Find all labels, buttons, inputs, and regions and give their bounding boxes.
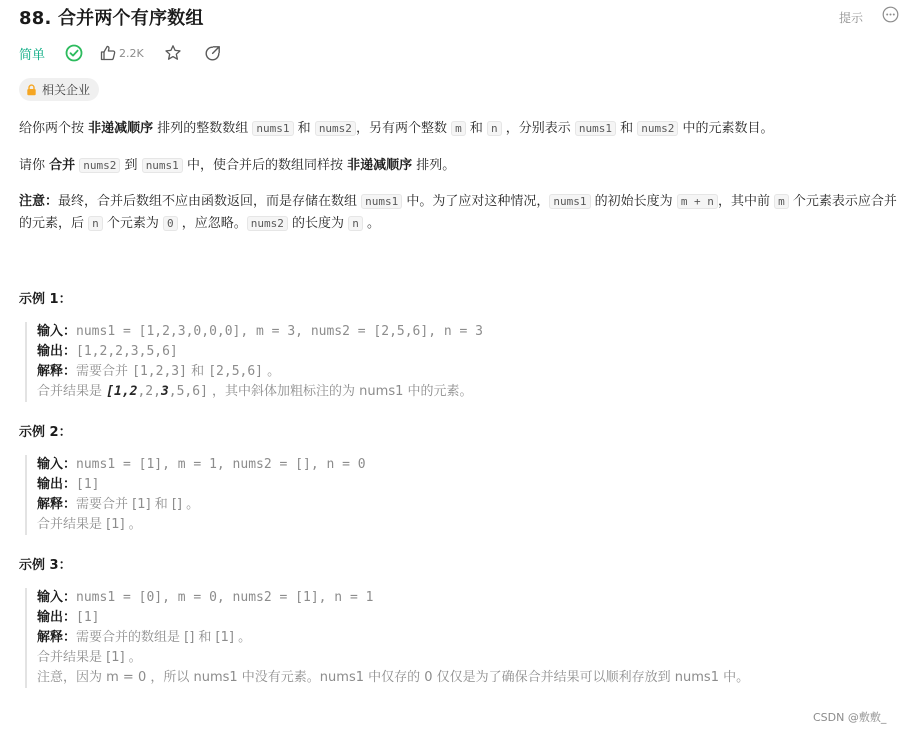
inline-code: m	[774, 194, 789, 209]
example-2-input: 输入：nums1 = [1], m = 1, nums2 = [], n = 0	[37, 457, 366, 472]
inline-code: n	[88, 216, 103, 231]
example-2-explanation: 解释：需要合并 [1] 和 [] 。	[37, 497, 200, 512]
inline-code: m + n	[677, 194, 718, 209]
share-icon[interactable]	[204, 45, 221, 62]
example-1-output: 输出：[1,2,2,3,5,6]	[37, 344, 178, 359]
example-1-result: 合并结果是 [1,2,2,3,5,6] ，其中斜体加粗标注的为 nums1 中的元素。	[37, 384, 473, 399]
inline-code: 0	[163, 216, 178, 231]
inline-code: nums1	[549, 194, 590, 209]
inline-code: nums1	[575, 121, 616, 136]
inline-code: n	[348, 216, 363, 231]
example-3-title: 示例 3：	[19, 558, 72, 573]
description-note-paragraph: 注意：最终，合并后数组不应由函数返回，而是存储在数组 nums1 中。为了应对这种情况， nums1 的初始长度为 m + n ，其中前 m 个元素表示应合并的元素，后 n 个元素为 0 ，应忽略。 nums2 的长度为 n 。	[19, 194, 897, 231]
example-3-output: 输出：[1]	[37, 610, 100, 625]
more-circle-icon[interactable]	[882, 6, 899, 23]
inline-code: nums1	[252, 121, 293, 136]
like-count: 2.2K	[119, 46, 144, 60]
example-1-block	[25, 322, 483, 402]
tag-label: 相关企业	[42, 83, 91, 97]
problem-meta-row	[19, 42, 221, 64]
description-paragraph-1: 给你两个按 非递减顺序 排列的整数数组 nums1 和 nums2 ，另有两个整数 m 和 n ，分别表示 nums1 和 nums2 中的元素数目。	[19, 121, 774, 136]
inline-code: nums2	[315, 121, 356, 136]
star-icon[interactable]	[164, 44, 182, 62]
inline-code: nums2	[247, 216, 288, 231]
hint-button[interactable]: 提示	[839, 11, 864, 25]
example-3-block	[25, 588, 749, 688]
inline-code: nums1	[361, 194, 402, 209]
example-2-block	[25, 455, 366, 535]
example-3-explanation: 解释：需要合并的数组是 [] 和 [1] 。	[37, 630, 252, 645]
problem-title: 88. 合并两个有序数组	[19, 8, 204, 29]
solved-check-icon	[65, 44, 83, 62]
description-paragraph-2: 请你 合并 nums2 到 nums1 中，使合并后的数组同样按 非递减顺序 排列。	[19, 158, 456, 173]
inline-code: n	[487, 121, 502, 136]
example-2-output: 输出：[1]	[37, 477, 100, 492]
related-companies-tag[interactable]	[19, 78, 99, 101]
csdn-watermark: CSDN @敷敷_	[813, 711, 887, 724]
inline-code: nums2	[79, 158, 120, 173]
example-1-explanation: 解释：需要合并 [1,2,3] 和 [2,5,6] 。	[37, 364, 281, 379]
thumbs-up-icon[interactable]	[99, 44, 117, 62]
example-1-title: 示例 1：	[19, 292, 72, 307]
difficulty-badge: 简单	[19, 47, 46, 63]
lock-icon	[26, 84, 37, 96]
example-3-input: 输入：nums1 = [0], m = 0, nums2 = [1], n = 1	[37, 590, 374, 605]
inline-code: nums1	[142, 158, 183, 173]
inline-code: nums2	[637, 121, 678, 136]
example-2-title: 示例 2：	[19, 425, 72, 440]
inline-code: m	[451, 121, 466, 136]
example-3-result: 合并结果是 [1] 。	[37, 650, 142, 665]
example-1-input: 输入：nums1 = [1,2,3,0,0,0], m = 3, nums2 = [2,5,6], n = 3	[37, 324, 484, 339]
example-3-note: 注意，因为 m = 0 ，所以 nums1 中没有元素。nums1 中仅存的 0 仅仅是为了确保合并结果可以顺利存放到 nums1 中。	[37, 670, 750, 685]
example-2-result: 合并结果是 [1] 。	[37, 517, 142, 532]
